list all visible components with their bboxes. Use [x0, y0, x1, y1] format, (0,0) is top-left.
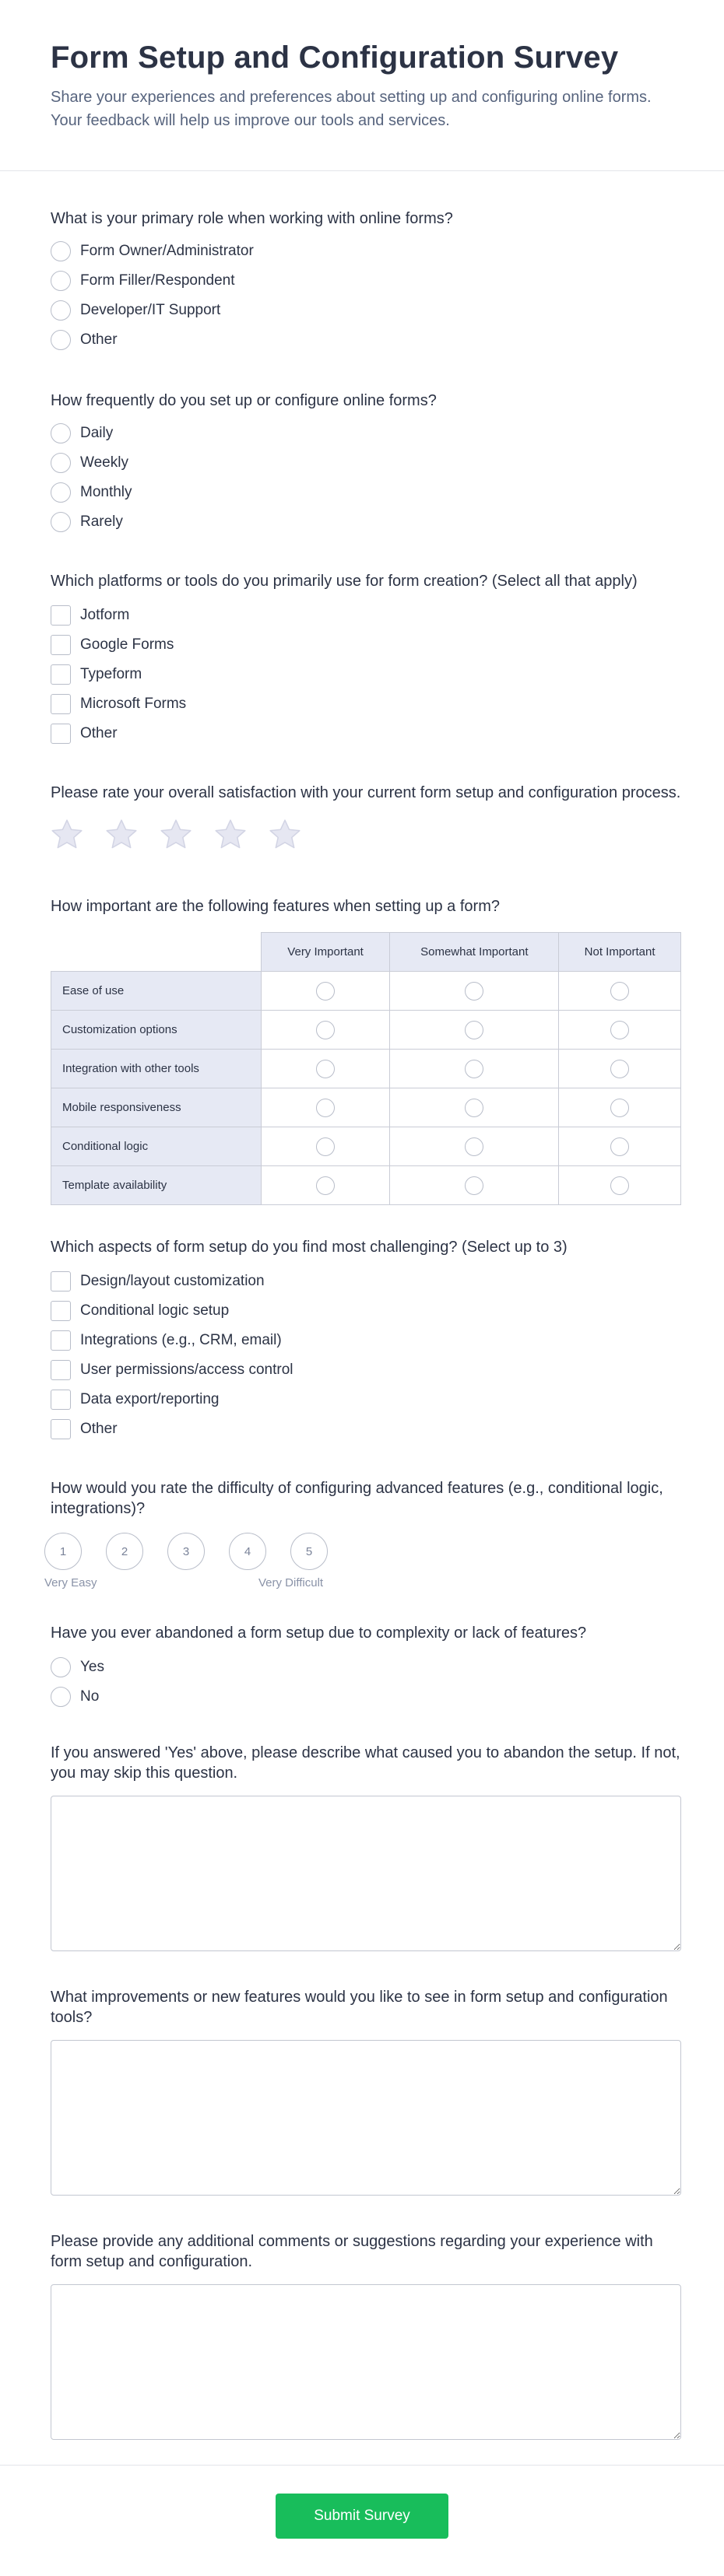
question-additional-comments: [51, 2231, 681, 2440]
checkbox-option[interactable]: [51, 1326, 681, 1355]
matrix-column-header: Very Important: [261, 933, 390, 972]
radio-option[interactable]: [51, 1682, 681, 1712]
matrix-cell[interactable]: [559, 1088, 681, 1127]
question-frequency: [51, 391, 681, 537]
matrix-column-header: Somewhat Important: [390, 933, 559, 972]
radio-button[interactable]: [610, 1060, 629, 1078]
question-label: Which platforms or tools do you primarily use for form creation? (Select all that apply): [51, 573, 638, 590]
option-label: Form Filler/Respondent: [80, 272, 235, 289]
radio-button[interactable]: [51, 1687, 71, 1707]
matrix-row: [51, 972, 681, 1011]
star-icon[interactable]: [267, 817, 303, 853]
question-platforms: [51, 571, 681, 748]
checkbox[interactable]: [51, 1390, 71, 1410]
abandon-reason-textarea[interactable]: [51, 1796, 681, 1951]
matrix-row-label: Ease of use: [51, 972, 262, 1011]
radio-button[interactable]: [316, 1137, 335, 1156]
scale-option[interactable]: 2: [106, 1533, 143, 1570]
checkbox-option[interactable]: [51, 601, 681, 630]
question-label: Have you ever abandoned a form setup due to complexity or lack of features?: [51, 1624, 587, 1642]
option-label: Monthly: [80, 484, 132, 500]
improvements-textarea[interactable]: [51, 2040, 681, 2196]
option-label: Jotform: [80, 607, 130, 623]
checkbox-option[interactable]: [51, 1385, 681, 1414]
matrix-row-label: Conditional logic: [51, 1127, 262, 1166]
radio-button[interactable]: [610, 1099, 629, 1117]
question-label: Please provide any additional comments or suggestions regarding your experience with form setup and configuration.: [51, 2233, 653, 2270]
option-label: Daily: [80, 425, 114, 441]
difficulty-scale: [44, 1533, 681, 1570]
checkbox[interactable]: [51, 724, 71, 744]
question-feature-importance: [51, 896, 681, 1205]
radio-button[interactable]: [316, 1060, 335, 1078]
checkbox-option[interactable]: [51, 1296, 681, 1326]
scale-option[interactable]: 3: [167, 1533, 205, 1570]
question-primary-role: [51, 209, 681, 355]
option-label: Microsoft Forms: [80, 696, 187, 712]
checkbox[interactable]: [51, 1301, 71, 1321]
checkbox-option[interactable]: [51, 1267, 681, 1296]
radio-button[interactable]: [51, 423, 71, 443]
radio-button[interactable]: [316, 1099, 335, 1117]
radio-option[interactable]: [51, 266, 681, 296]
checkbox[interactable]: [51, 1419, 71, 1439]
matrix-cell[interactable]: [390, 1011, 559, 1050]
importance-matrix: [51, 932, 681, 1205]
radio-option[interactable]: [51, 296, 681, 325]
question-label: Please rate your overall satisfaction with your current form setup and configuration process.: [51, 784, 681, 801]
star-icon[interactable]: [104, 817, 139, 853]
checkbox[interactable]: [51, 1360, 71, 1380]
matrix-row: [51, 1088, 681, 1127]
form-header: [0, 0, 724, 171]
question-label: How frequently do you set up or configure online forms?: [51, 392, 437, 409]
radio-button[interactable]: [610, 1021, 629, 1039]
scale-labels: [44, 1576, 681, 1595]
option-label: Google Forms: [80, 636, 174, 653]
radio-button[interactable]: [465, 1137, 483, 1156]
form-description: Share your experiences and preferences about setting up and configuring online forms. Your feedback will help us improve our tools and services.: [51, 89, 652, 129]
checkbox-option[interactable]: [51, 719, 681, 748]
option-label: Data export/reporting: [80, 1391, 220, 1407]
matrix-cell[interactable]: [390, 1088, 559, 1127]
matrix-cell[interactable]: [390, 1050, 559, 1088]
checkbox-option[interactable]: [51, 660, 681, 689]
radio-button[interactable]: [316, 982, 335, 1001]
checkbox[interactable]: [51, 1271, 71, 1292]
checkbox[interactable]: [51, 1330, 71, 1351]
option-label: Yes: [80, 1659, 104, 1675]
scale-max-label: Very Difficult: [258, 1576, 324, 1589]
matrix-cell[interactable]: [261, 1011, 390, 1050]
option-label: Developer/IT Support: [80, 302, 221, 318]
matrix-row: [51, 1011, 681, 1050]
matrix-cell[interactable]: [261, 972, 390, 1011]
matrix-row: [51, 1127, 681, 1166]
radio-button[interactable]: [51, 241, 71, 261]
checkbox[interactable]: [51, 664, 71, 685]
radio-button[interactable]: [51, 482, 71, 503]
question-label: If you answered 'Yes' above, please describe what caused you to abandon the setup. If not, you may skip this question.: [51, 1744, 680, 1782]
question-label: How would you rate the difficulty of configuring advanced features (e.g., conditional logic, integrations)?: [51, 1480, 663, 1517]
checkbox[interactable]: [51, 635, 71, 655]
radio-button[interactable]: [51, 453, 71, 473]
question-label: How important are the following features when setting up a form?: [51, 898, 500, 915]
radio-button[interactable]: [610, 1176, 629, 1195]
matrix-cell[interactable]: [559, 1011, 681, 1050]
question-challenging-aspects: [51, 1237, 681, 1444]
option-label: Rarely: [80, 513, 123, 530]
scale-option[interactable]: 1: [44, 1533, 82, 1570]
radio-button[interactable]: [610, 982, 629, 1001]
option-label: No: [80, 1688, 100, 1705]
radio-button[interactable]: [465, 1176, 483, 1195]
radio-button[interactable]: [51, 271, 71, 291]
additional-comments-textarea[interactable]: [51, 2284, 681, 2440]
matrix-row-label: Integration with other tools: [51, 1050, 262, 1088]
matrix-cell[interactable]: [390, 1166, 559, 1205]
matrix-cell[interactable]: [261, 1127, 390, 1166]
matrix-column-header: Not Important: [559, 933, 681, 972]
question-difficulty-scale: [44, 1478, 681, 1595]
radio-button[interactable]: [610, 1137, 629, 1156]
checkbox-option[interactable]: [51, 1414, 681, 1444]
matrix-row-label: Customization options: [51, 1011, 262, 1050]
matrix-cell[interactable]: [261, 1088, 390, 1127]
option-label: User permissions/access control: [80, 1362, 293, 1378]
radio-button[interactable]: [465, 1060, 483, 1078]
matrix-cell[interactable]: [261, 1050, 390, 1088]
option-label: Form Owner/Administrator: [80, 243, 254, 259]
question-improvements: [51, 1987, 681, 2196]
matrix-cell[interactable]: [390, 972, 559, 1011]
question-label: What is your primary role when working with online forms?: [51, 210, 453, 227]
star-icon[interactable]: [213, 817, 248, 853]
scale-min-label: Very Easy: [44, 1576, 97, 1589]
radio-button[interactable]: [51, 512, 71, 532]
radio-option[interactable]: [51, 325, 681, 355]
scale-option[interactable]: 5: [290, 1533, 328, 1570]
matrix-cell[interactable]: [390, 1127, 559, 1166]
question-label: Which aspects of form setup do you find most challenging? (Select up to 3): [51, 1239, 568, 1256]
question-satisfaction-rating: [51, 783, 681, 853]
radio-button[interactable]: [316, 1021, 335, 1039]
radio-option[interactable]: [51, 478, 681, 507]
radio-option[interactable]: [51, 448, 681, 478]
radio-button[interactable]: [51, 300, 71, 321]
radio-button[interactable]: [465, 1099, 483, 1117]
star-rating: [49, 817, 681, 853]
radio-button[interactable]: [465, 982, 483, 1001]
matrix-cell[interactable]: [559, 1050, 681, 1088]
option-label: Other: [80, 725, 118, 741]
form-footer: [0, 2465, 724, 2576]
checkbox-option[interactable]: [51, 1355, 681, 1385]
matrix-cell[interactable]: [559, 1127, 681, 1166]
checkbox[interactable]: [51, 605, 71, 626]
radio-option[interactable]: [51, 419, 681, 448]
matrix-header-row: [51, 933, 681, 972]
radio-option[interactable]: [51, 1652, 681, 1682]
matrix-cell[interactable]: [559, 972, 681, 1011]
radio-button[interactable]: [51, 1657, 71, 1677]
matrix-corner: [51, 933, 262, 972]
checkbox[interactable]: [51, 694, 71, 714]
form-title: Form Setup and Configuration Survey: [51, 40, 619, 75]
option-label: Weekly: [80, 454, 128, 471]
radio-button[interactable]: [465, 1021, 483, 1039]
question-label: What improvements or new features would you like to see in form setup and configuration tools?: [51, 1989, 668, 2026]
option-label: Typeform: [80, 666, 142, 682]
option-label: Design/layout customization: [80, 1273, 265, 1289]
radio-button[interactable]: [51, 330, 71, 350]
submit-button[interactable]: Submit Survey: [276, 2494, 448, 2539]
matrix-row: [51, 1166, 681, 1205]
option-label: Integrations (e.g., CRM, email): [80, 1332, 282, 1348]
star-icon[interactable]: [158, 817, 194, 853]
option-label: Conditional logic setup: [80, 1302, 230, 1319]
checkbox-option[interactable]: [51, 630, 681, 660]
checkbox-option[interactable]: [51, 689, 681, 719]
matrix-row-label: Mobile responsiveness: [51, 1088, 262, 1127]
option-label: Other: [80, 1421, 118, 1437]
matrix-cell[interactable]: [559, 1166, 681, 1205]
matrix-row: [51, 1050, 681, 1088]
matrix-row-label: Template availability: [51, 1166, 262, 1205]
radio-option[interactable]: [51, 507, 681, 537]
question-abandon-reason: [51, 1743, 681, 1951]
option-label: Other: [80, 331, 118, 348]
question-abandoned-setup: [51, 1623, 681, 1712]
scale-option[interactable]: 4: [229, 1533, 266, 1570]
matrix-cell[interactable]: [261, 1166, 390, 1205]
radio-option[interactable]: [51, 237, 681, 266]
star-icon[interactable]: [49, 817, 85, 853]
radio-button[interactable]: [316, 1176, 335, 1195]
